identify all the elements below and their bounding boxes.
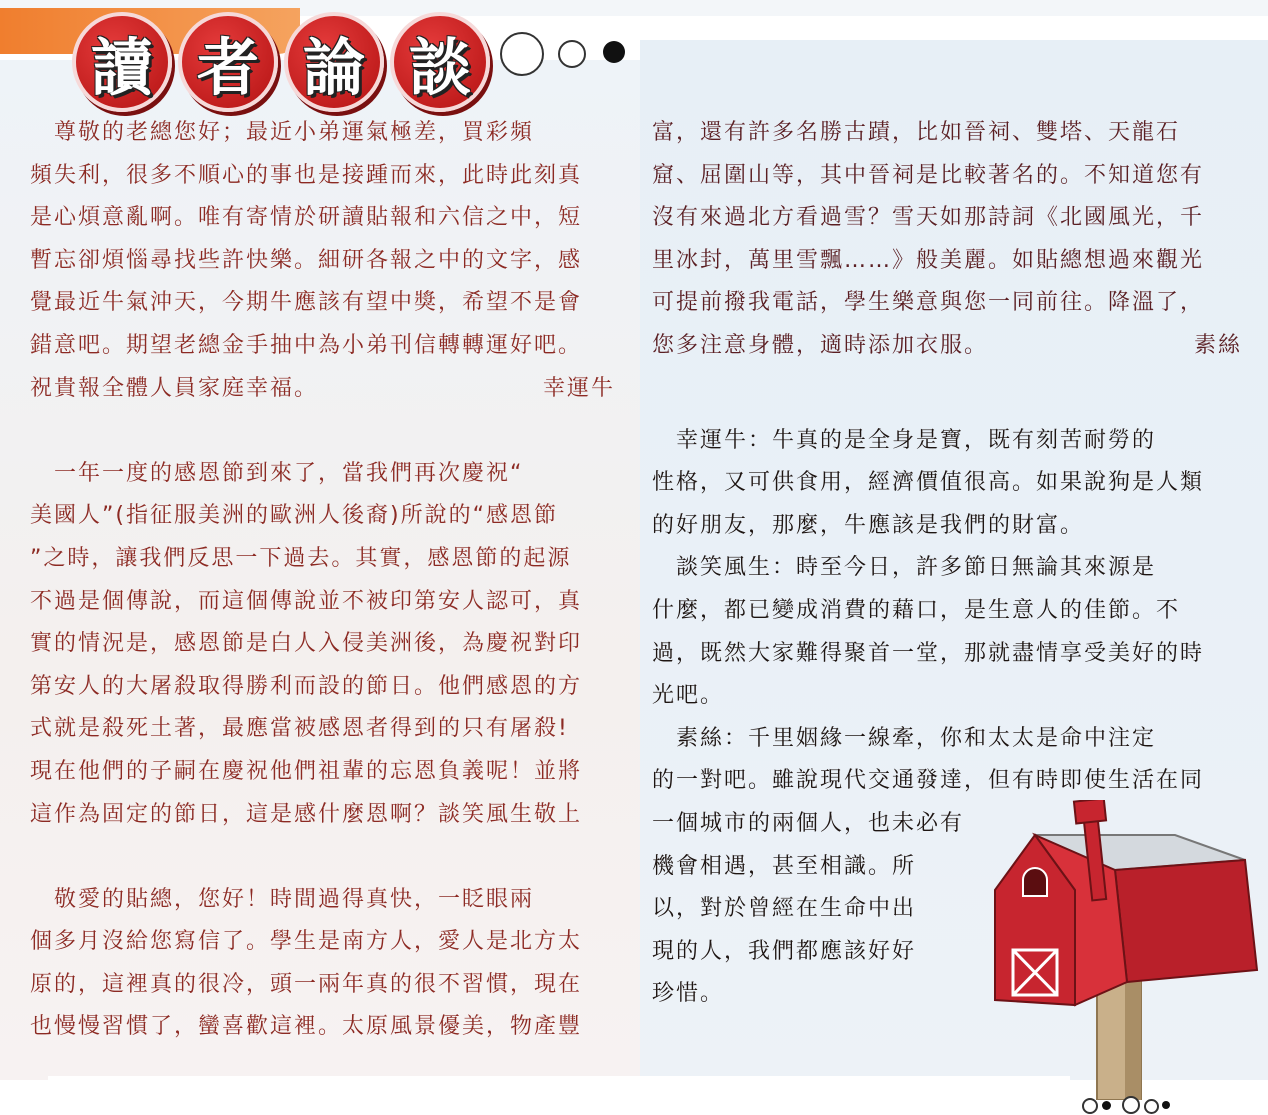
- text-line: 幸運牛：牛真的是全身是寶，既有刻苦耐勞的: [652, 427, 1157, 453]
- mailbox-icon: [975, 800, 1265, 1100]
- text-line: 素絲：千里姻緣一線牽，你和太太是命中注定: [652, 725, 1157, 751]
- title-char: 談: [390, 12, 490, 112]
- text-line: 的好朋友，那麼，牛應該是我們的財富。: [652, 512, 1085, 538]
- left-column: [30, 112, 615, 1049]
- text-line-content: 祝貴報全體人員家庭幸福。: [30, 375, 319, 401]
- text-line: 里冰封，萬里雪飄……》般美麗。如貼總想過來觀光: [652, 247, 1205, 273]
- title-char: 論: [284, 12, 384, 112]
- text-line: 實的情況是，感恩節是白人入侵美洲後，為慶祝對印: [30, 631, 583, 657]
- text-line: 也慢慢習慣了，蠻喜歡這裡。太原風景優美，物產豐: [30, 1014, 583, 1040]
- section-title: [72, 12, 490, 112]
- text-line: 窟、屈圍山等，其中晉祠是比較著名的。不知道您有: [652, 162, 1205, 188]
- letter-taiyuan: [30, 879, 615, 1049]
- text-line: 美國人”(指征服美洲的歐洲人後裔)所說的“感恩節: [30, 503, 558, 529]
- text-line: 原的，這裡真的很冷，頭一兩年真的很不習慣，現在: [30, 971, 583, 997]
- filled-dot-icon: [603, 41, 625, 63]
- text-line: 現在他們的子嗣在慶祝他們祖輩的忘恩負義呢！並將: [30, 758, 583, 784]
- text-line: 機會相遇，甚至相識。所: [652, 853, 917, 879]
- letter-thanksgiving: [30, 453, 615, 836]
- text-line: [652, 325, 1242, 368]
- text-line: 第安人的大屠殺取得勝利而設的節日。他們感恩的方: [30, 673, 583, 699]
- text-line: 敬愛的貼總，您好！時間過得真快，一眨眼兩: [30, 886, 535, 912]
- letter-lucky-ox: [30, 112, 615, 410]
- text-line: 不過是個傳說，而這個傳說並不被印第安人認可，真: [30, 588, 583, 614]
- text-line: 可提前撥我電話，學生樂意與您一同前往。降溫了，: [652, 290, 1205, 316]
- text-line: 以，對於曾經在生命中出: [652, 896, 917, 922]
- text-line: ”之時，讓我們反思一下過去。其實，感恩節的起源: [30, 545, 572, 571]
- small-circle-icon: [558, 40, 586, 68]
- text-line: 頻失利，很多不順心的事也是接踵而來，此時此刻真: [30, 162, 583, 188]
- text-line: 一個城市的兩個人，也未必有: [652, 810, 965, 836]
- text-line-content: 您多注意身體，適時添加衣服。: [652, 332, 989, 358]
- title-char: 者: [178, 12, 278, 112]
- text-line: 談笑風生：時至今日，許多節日無論其來源是: [652, 555, 1157, 581]
- text-line: 富，還有許多名勝古蹟，比如晉祠、雙塔、天龍石: [652, 120, 1181, 145]
- text-line: 是心煩意亂啊。唯有寄情於研讀貼報和六信之中，短: [30, 205, 583, 231]
- text-line: 式就是殺死土著，最應當被感恩者得到的只有屠殺!: [30, 716, 569, 742]
- text-line: 這作為固定的節日，這是感什麼恩啊？談笑風生敬上: [30, 801, 583, 827]
- text-line: 尊敬的老總您好；最近小弟運氣極差，買彩頻: [30, 120, 535, 145]
- text-line: [30, 368, 615, 411]
- text-line: 一年一度的感恩節到來了，當我們再次慶祝“: [30, 460, 524, 486]
- large-circle-icon: [500, 32, 544, 76]
- text-line: 個多月沒給您寫信了。學生是南方人，愛人是北方太: [30, 929, 583, 955]
- letter-taiyuan-continued: [652, 112, 1242, 368]
- bottom-whitespace: [48, 1076, 1070, 1115]
- text-line: 過，既然大家難得聚首一堂，那就盡情享受美好的時: [652, 640, 1205, 666]
- text-line: 性格，又可供食用，經濟價值很高。如果說狗是人類: [652, 470, 1205, 496]
- text-line: 光吧。: [652, 683, 725, 709]
- text-line: 沒有來過北方看過雪？雪天如那詩詞《北國風光，千: [652, 205, 1205, 231]
- text-line: 錯意吧。期望老總金手抽中為小弟刊信轉轉運好吧。: [30, 332, 583, 358]
- reply-lucky-ox: [652, 420, 1242, 548]
- text-line: 暫忘卻煩惱尋找些許快樂。細研各報之中的文字，感: [30, 247, 583, 273]
- text-line: 覺最近牛氣沖天，今期牛應該有望中獎，希望不是會: [30, 290, 583, 316]
- text-line: 珍惜。: [652, 981, 725, 1007]
- reply-tan-xiao-feng-sheng: [652, 547, 1242, 717]
- text-line: 現的人，我們都應該好好: [652, 938, 917, 964]
- signature: 幸運牛: [542, 375, 615, 401]
- text-line: 的一對吧。雖說現代交通發達，但有時即使生活在同: [652, 768, 1205, 794]
- title-char: 讀: [72, 12, 172, 112]
- signature: 素絲: [1193, 332, 1242, 358]
- text-line: 什麼，都已變成消費的藉口，是生意人的佳節。不: [652, 597, 1181, 623]
